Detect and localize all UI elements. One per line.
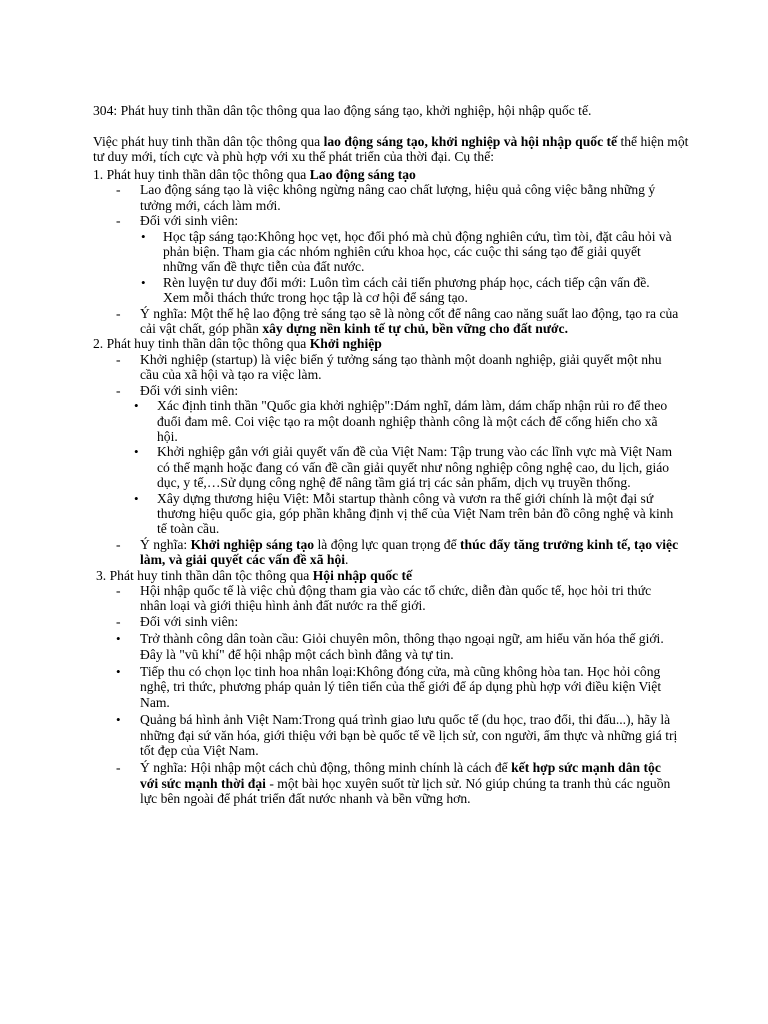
section-3-meaning-text: - một bài học xuyên suốt từ lịch sử. Nó giúp chúng ta tranh thủ các nguồn lực bên ngoài để phát triển đất nước nhanh và bền vững hơn. — [140, 775, 671, 807]
section-3-dash-item: - Hội nhập quốc tế là việc chủ động tham gia vào các tổ chức, diễn đàn quốc tế, học hỏi tri thức nhân loại và giới thiệu hình ảnh đất nước ra thế giới. — [140, 583, 680, 614]
section-1-heading-text: 1. Phát huy tinh thần dân tộc thông qua — [93, 167, 310, 182]
section-2-meaning — [140, 537, 680, 568]
section-2-dash-item: - Đối với sinh viên: — [140, 383, 680, 398]
document-title: 304: Phát huy tinh thần dân tộc thông qua lao động sáng tạo, khởi nghiệp, hội nhập quốc tế. — [93, 103, 592, 118]
section-3-heading-bold: Hội nhập quốc tế — [312, 567, 413, 583]
section-2-dash-item: - Khởi nghiệp (startup) là việc biến ý tưởng sáng tạo thành một doanh nghiệp, giải quyết một nhu cầu của xã hội và tạo ra việc làm. — [140, 352, 680, 383]
document-body — [0, 167, 768, 807]
section-2-meaning-bold: Khởi nghiệp sáng tạo — [190, 536, 315, 552]
intro-text: Việc phát huy tinh thần dân tộc thông qua — [93, 134, 324, 149]
section-2-meaning-text: Ý nghĩa: — [140, 536, 191, 552]
section-3-meaning-bold: kết hợp sức mạnh dân tộc với sức mạnh thời đại — [140, 760, 661, 791]
intro-text-end: thể hiện một tư duy mới, tích cực và phù hợp với xu thế phát triển của thời đại. Cụ thể: — [93, 134, 689, 165]
section-3-meaning — [140, 760, 680, 806]
section-3-bullet-item: • Quảng bá hình ảnh Việt Nam:Trong quá trình giao lưu quốc tế (du học, trao đổi, thi đấu...), hãy là những đại sứ văn hóa, giới thiệu với bạn bè quốc tế về lịch sử, con người, ẩm thực và những giá trị tốt đẹp của Việt Nam. — [140, 712, 680, 758]
section-1-dash-item: - Lao động sáng tạo là việc không ngừng nâng cao chất lượng, hiệu quả công việc bằng những ý tưởng mới, cách làm mới. — [140, 182, 680, 213]
section-3-bullet-item: • Trở thành công dân toàn cầu: Giỏi chuyên môn, thông thạo ngoại ngữ, am hiểu văn hóa thế giới. Đây là "vũ khí" để hội nhập một cách bình đẳng và tự tin. — [140, 631, 680, 662]
section-2-heading-text: 2. Phát huy tinh thần dân tộc thông qua — [93, 336, 310, 352]
section-1-heading — [93, 167, 693, 182]
section-2-bullet-item: • Xác định tinh thần "Quốc gia khởi nghiệp":Dám nghĩ, dám làm, dám chấp nhận rủi ro để theo đuổi đam mê. Coi việc tạo ra một doanh nghiệp thành công là một cách để cống hiến cho xã hội. — [157, 398, 678, 444]
section-2-bullet-item: • Xây dựng thương hiệu Việt: Mỗi startup thành công và vươn ra thế giới chính là một đại sứ thương hiệu quốc gia, góp phần khẳng định vị thế của Việt Nam trên bản đồ công nghệ và kinh tế toàn cầu. — [157, 491, 678, 537]
intro-paragraph — [93, 134, 693, 165]
section-2-meaning-period: . — [345, 552, 349, 568]
section-1-meaning-text: Ý nghĩa: Một thế hệ lao động trẻ sáng tạo sẽ là nòng cốt để nâng cao năng suất lao động, tạo ra của cải vật chất, góp phần — [140, 305, 679, 337]
section-2-bullet-item: • Khởi nghiệp gắn với giải quyết vấn đề của Việt Nam: Tập trung vào các lĩnh vực mà Việt Nam có thế mạnh hoặc đang có vấn đề cần giải quyết như nông nghiệp công nghệ cao, du lịch, giáo dục, y tế,…Sử dụng công nghệ để nâng tầm giá trị các sản phẩm, dịch vụ truyền thống. — [157, 444, 678, 490]
section-3-dash-item: - Đối với sinh viên: — [140, 614, 680, 629]
section-3-heading-text: 3. Phát huy tinh thần dân tộc thông qua — [96, 567, 313, 583]
section-1-bullet-item: • Rèn luyện tư duy đổi mới: Luôn tìm cách cải tiến phương pháp học, cách tiếp cận vấn đề. Xem mỗi thách thức trong học tập là cơ hội để sáng tạo. — [163, 275, 678, 306]
section-3-bullet-item: • Tiếp thu có chọn lọc tinh hoa nhân loại:Không đóng cửa, mà cũng không hòa tan. Học hỏi công nghệ, tri thức, phương pháp quản lý tiên tiến của thế giới để áp dụng phù hợp với điều kiện Việt Nam. — [140, 664, 680, 710]
section-1-heading-bold: Lao động sáng tạo — [309, 167, 416, 182]
section-2-heading — [93, 336, 693, 351]
section-3-meaning-text: Ý nghĩa: Hội nhập một cách chủ động, thông minh chính là cách để — [140, 760, 512, 776]
section-1-meaning — [140, 306, 680, 337]
section-1-meaning-bold: xây dựng nền kinh tế tự chủ, bền vững cho đất nước. — [262, 321, 568, 337]
section-1-bullet-item: • Học tập sáng tạo:Không học vẹt, học đối phó mà chủ động nghiên cứu, tìm tòi, đặt câu hỏi và phản biện. Tham gia các nhóm nghiên cứu khoa học, các cuộc thi sáng tạo để giải quyết những vấn đề thực tiễn của đất nước. — [163, 229, 678, 275]
section-3-heading — [96, 568, 696, 583]
section-2-meaning-text: là động lực quan trọng để — [314, 536, 461, 552]
section-1-dash-item: - Đối với sinh viên: — [140, 213, 680, 228]
intro-bold: lao động sáng tạo, khởi nghiệp và hội nhập quốc tế — [323, 134, 618, 149]
section-2-heading-bold: Khởi nghiệp — [309, 336, 382, 352]
section-2-meaning-bold: thúc đẩy tăng trưởng kinh tế, tạo việc làm, và giải quyết các vấn đề xã hội — [140, 536, 679, 568]
